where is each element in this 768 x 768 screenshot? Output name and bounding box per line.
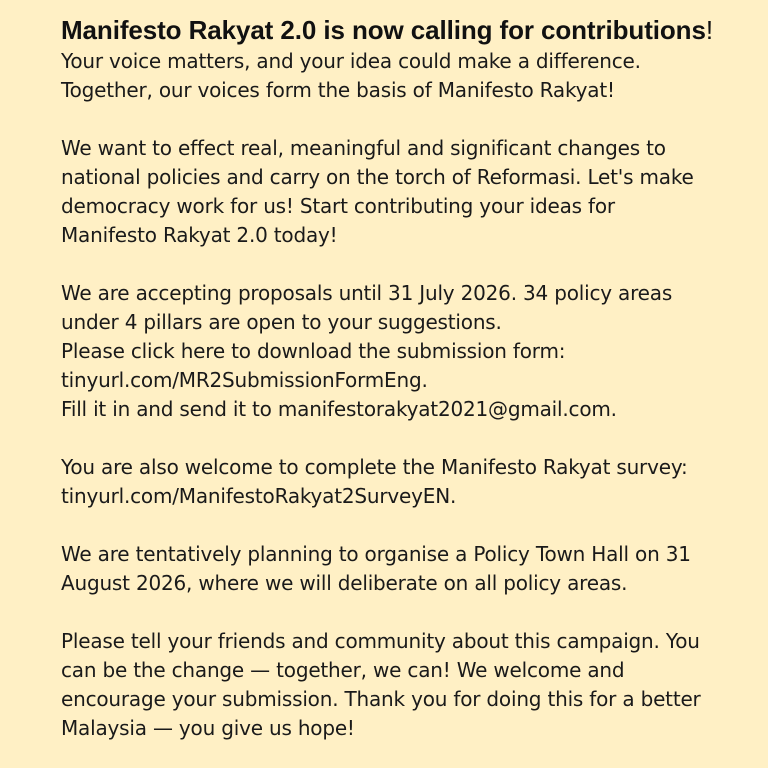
paragraph-line: can be the change — together, we can! We welcome and bbox=[61, 658, 625, 682]
paragraph-line: Please tell your friends and community about this campaign. You bbox=[61, 629, 700, 653]
submission-email-line[interactable]: Fill it in and send it to manifestorakyat2021@gmail.com. bbox=[61, 397, 617, 421]
page-title-exclamation: ! bbox=[705, 15, 713, 45]
paragraph-survey bbox=[61, 453, 728, 511]
paragraph-line: August 2026, where we will deliberate on all policy areas. bbox=[61, 571, 628, 595]
paragraph-line: You are also welcome to complete the Manifesto Rakyat survey: bbox=[61, 455, 688, 479]
paragraph-goals bbox=[61, 134, 728, 250]
paragraph-line: Manifesto Rakyat 2.0 today! bbox=[61, 223, 338, 247]
paragraph-intro bbox=[61, 47, 728, 105]
paragraph-line: national policies and carry on the torch of Reformasi. Let's make bbox=[61, 165, 694, 189]
survey-link[interactable]: tinyurl.com/ManifestoRakyat2SurveyEN. bbox=[61, 484, 457, 508]
paragraph-line: under 4 pillars are open to your suggestions. bbox=[61, 310, 502, 334]
paragraph-line: Please click here to download the submission form: bbox=[61, 339, 566, 363]
paragraph-line: Together, our voices form the basis of Manifesto Rakyat! bbox=[61, 78, 615, 102]
paragraph-proposals bbox=[61, 279, 728, 424]
paragraph-closing bbox=[61, 627, 728, 743]
paragraph-line: Malaysia — you give us hope! bbox=[61, 716, 355, 740]
paragraph-line: We are accepting proposals until 31 July 2026. 34 policy areas bbox=[61, 281, 673, 305]
paragraph-line: We want to effect real, meaningful and significant changes to bbox=[61, 136, 666, 160]
page-title-text: Manifesto Rakyat 2.0 is now calling for contributions bbox=[61, 15, 706, 45]
paragraph-line: democracy work for us! Start contributing your ideas for bbox=[61, 194, 615, 218]
paragraph-line: We are tentatively planning to organise a Policy Town Hall on 31 bbox=[61, 542, 691, 566]
page-title bbox=[61, 13, 728, 47]
submission-form-link[interactable]: tinyurl.com/MR2SubmissionFormEng. bbox=[61, 368, 428, 392]
paragraph-line: encourage your submission. Thank you for doing this for a better bbox=[61, 687, 701, 711]
paragraph-town-hall bbox=[61, 540, 728, 598]
paragraph-line: Your voice matters, and your idea could make a difference. bbox=[61, 49, 641, 73]
